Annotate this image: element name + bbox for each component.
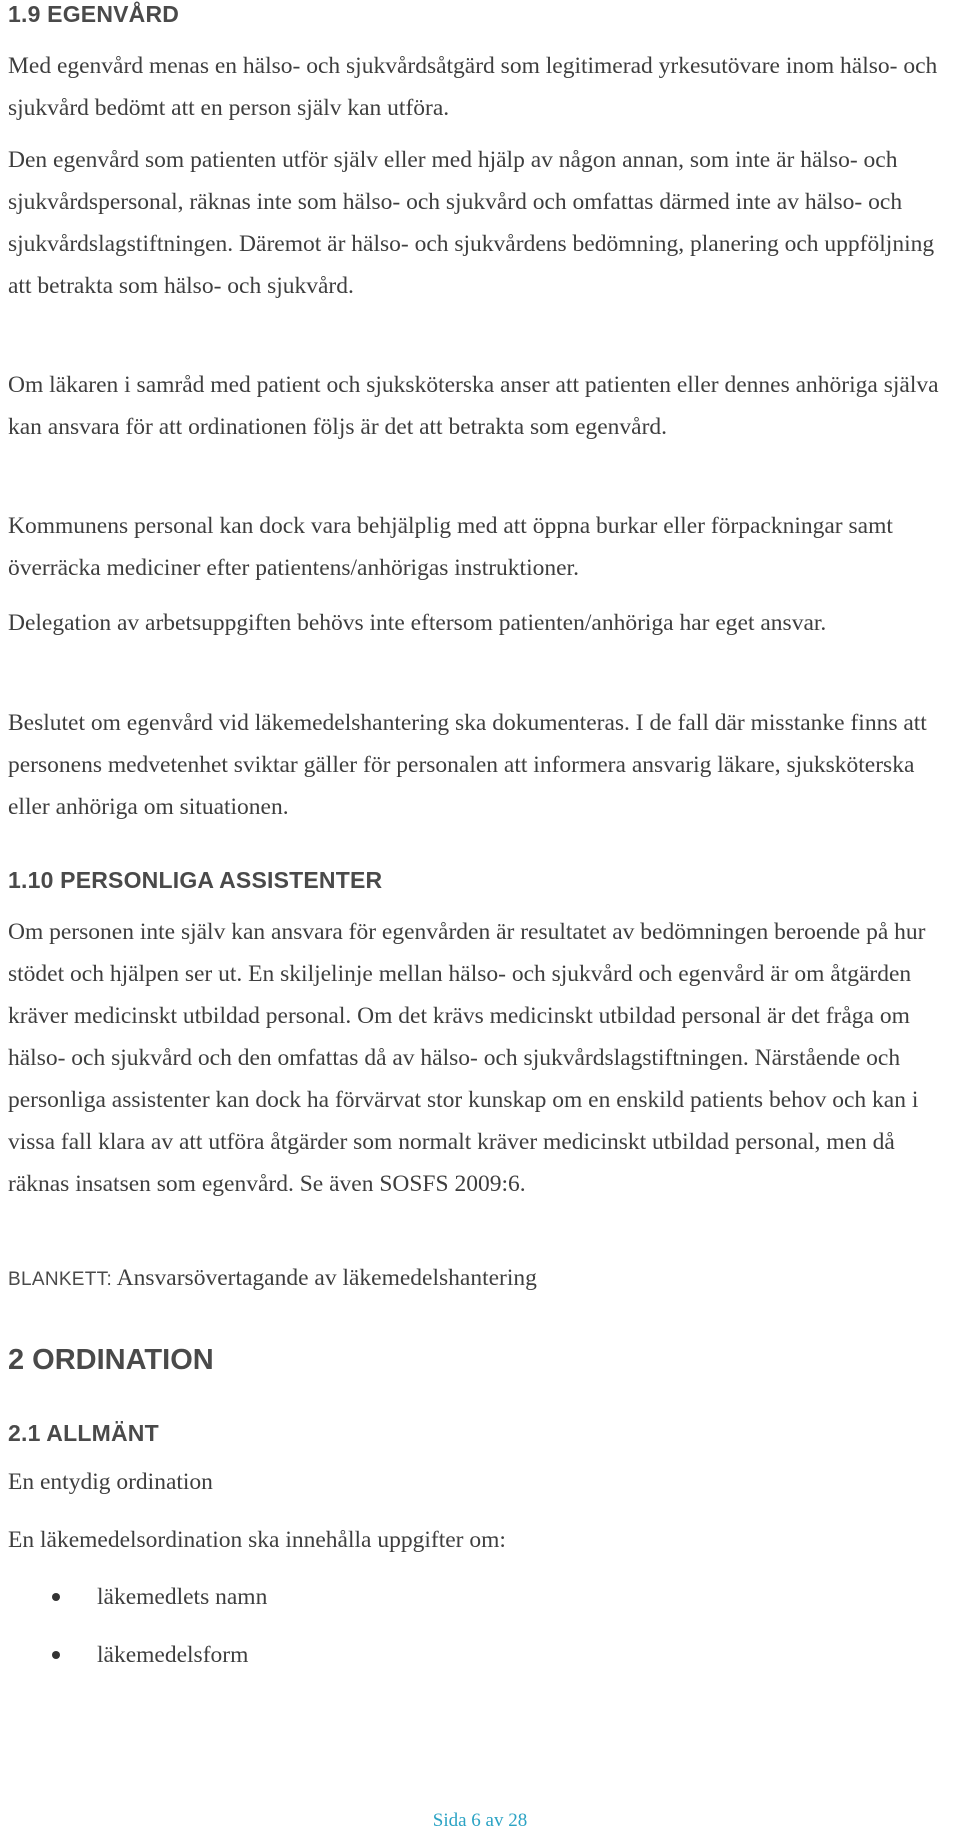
section-heading-egenvard: 1.9 EGENVÅRD: [8, 1, 180, 27]
list-item-text: läkemedelsform: [97, 1642, 249, 1668]
blankett-label: BLANKETT:: [8, 1269, 113, 1290]
paragraph-beslutet-dokumenteras: Beslutet om egenvård vid läkemedelshantering ska dokumenteras. I de fall där misstanke finns att personens medvetenhet sviktar gäller för personalen att informera ansvarig läkare, sjuksköterska eller anhöriga om situationen.: [8, 710, 927, 820]
paragraph-kommunens-personal: Kommunens personal kan dock vara behjälplig med att öppna burkar eller förpackningar samt överräcka mediciner efter patientens/anhörigas instruktioner.: [8, 513, 893, 581]
list-item: [0, 1576, 960, 1618]
paragraph-personliga-assistenter: Om personen inte själv kan ansvara för egenvården är resultatet av bedömningen beroende på hur stödet och hjälpen ser ut. En skiljelinje mellan hälso- och sjukvård och egenvård är om åtgärden kräver medicinskt utbildad personal. Om det krävs medicinskt utbildad personal är det fråga om hälso- och sjukvård och den omfattas då av hälso- och sjukvårdslagstiftningen. Närstående och personliga assistenter kan dock ha förvärvat stor kunskap om en enskild patients behov och kan i vissa fall klara av att utföra åtgärder som normalt kräver medicinskt utbildad personal, men då räknas insatsen som egenvård. Se även SOSFS 2009:6.: [8, 919, 926, 1197]
paragraph-entydig-ordination: En entydig ordination: [8, 1469, 213, 1495]
bullet-icon: [52, 1651, 60, 1659]
section-heading-personliga-assistenter: 1.10 PERSONLIGA ASSISTENTER: [8, 867, 383, 893]
paragraph-egenvard-patient: Den egenvård som patienten utför själv eller med hjälp av någon annan, som inte är hälso- och sjukvårdspersonal, räknas inte som hälso- och sjukvård och omfattas därmed inte av hälso- och sjukvårdslagstiftningen. Däremot är hälso- och sjukvårdens bedömning, planering och uppföljning att betrakta som hälso- och sjukvård.: [8, 147, 935, 299]
section-heading-ordination: 2 ORDINATION: [8, 1344, 214, 1376]
paragraph-lakaren-samrad: Om läkaren i samråd med patient och sjuksköterska anser att patienten eller dennes anhöriga själva kan ansvara för att ordinationen följs är det att betrakta som egenvård.: [8, 372, 939, 440]
paragraph-delegation: Delegation av arbetsuppgiften behövs inte eftersom patienten/anhöriga har eget ansvar.: [8, 610, 827, 636]
paragraph-lakemedelsordination: En läkemedelsordination ska innehålla uppgifter om:: [8, 1527, 506, 1553]
bullet-icon: [52, 1593, 60, 1601]
list-item-text: läkemedlets namn: [97, 1584, 268, 1610]
paragraph-egenvard-definition: Med egenvård menas en hälso- och sjukvårdsåtgärd som legitimerad yrkesutövare inom hälso- och sjukvård bedömt att en person själv kan utföra.: [8, 53, 938, 121]
blankett-link-text: Ansvarsövertagande av läkemedelshantering: [116, 1265, 537, 1291]
section-heading-allmant: 2.1 ALLMÄNT: [8, 1420, 159, 1446]
page-number: Sida 6 av 28: [432, 1810, 528, 1831]
blankett-line: [8, 1257, 960, 1301]
list-item: [0, 1634, 960, 1676]
